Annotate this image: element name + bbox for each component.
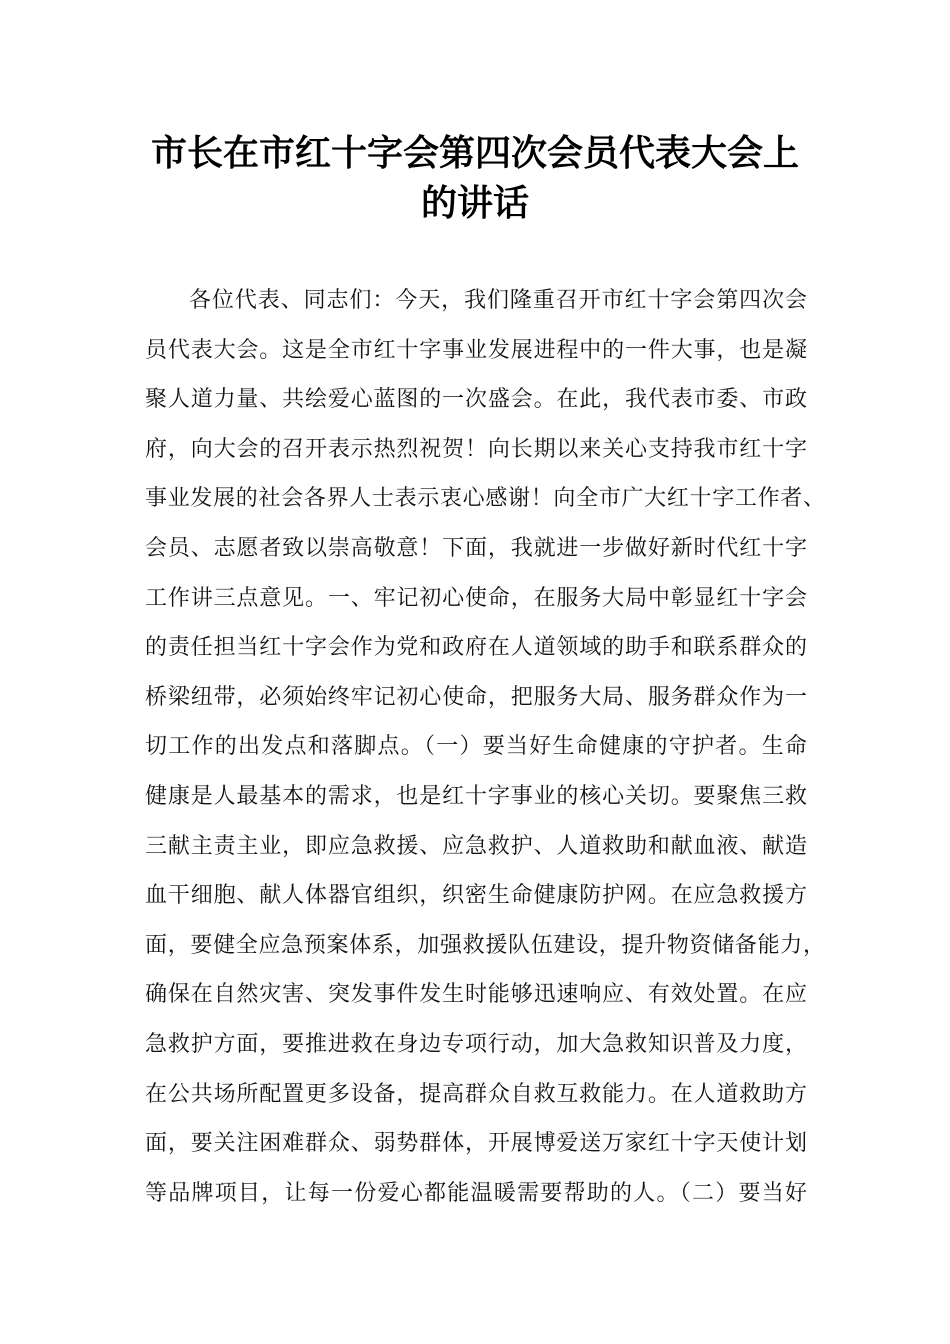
body-line: 员代表大会。这是全市红十字事业发展进程中的一件大事，也是凝 [145, 337, 807, 363]
body-line: 聚人道力量、共绘爱心蓝图的一次盛会。在此，我代表市委、市政 [145, 387, 807, 413]
document-title-line-1: 市长在市红十字会第四次会员代表大会上 [150, 133, 799, 174]
body-line: 等品牌项目，让每一份爱心都能温暖需要帮助的人。（二）要当好 [145, 1180, 807, 1206]
body-line: 三献主责主业，即应急救援、应急救护、人道救助和献血液、献造 [145, 833, 807, 859]
body-line: 面，要关注困难群众、弱势群体，开展博爱送万家红十字天使计划 [145, 1131, 807, 1157]
body-line: 各位代表、同志们：今天，我们隆重召开市红十字会第四次会 [189, 288, 807, 313]
body-line: 事业发展的社会各界人士表示衷心感谢！向全市广大红十字工作者、 [145, 486, 825, 512]
body-line: 会员、志愿者致以崇高敬意！下面，我就进一步做好新时代红十字 [145, 535, 807, 561]
document-title-line-2: 的讲话 [420, 183, 529, 224]
body-line: 健康是人最基本的需求，也是红十字事业的核心关切。要聚焦三救 [145, 783, 807, 809]
body-line: 急救护方面，要推进救在身边专项行动，加大急救知识普及力度， [145, 1031, 807, 1057]
body-line: 切工作的出发点和落脚点。（一）要当好生命健康的守护者。生命 [145, 734, 807, 760]
body-line: 血干细胞、献人体器官组织，织密生命健康防护网。在应急救援方 [145, 883, 807, 909]
body-line: 府，向大会的召开表示热烈祝贺！向长期以来关心支持我市红十字 [145, 436, 807, 462]
body-line: 确保在自然灾害、突发事件发生时能够迅速响应、有效处置。在应 [145, 982, 807, 1008]
body-line: 面，要健全应急预案体系，加强救援队伍建设，提升物资储备能力， [145, 932, 825, 958]
body-line: 的责任担当红十字会作为党和政府在人道领域的助手和联系群众的 [145, 635, 807, 661]
body-line: 桥梁纽带，必须始终牢记初心使命，把服务大局、服务群众作为一 [145, 684, 807, 710]
document-body [145, 276, 825, 1218]
body-line: 在公共场所配置更多设备，提高群众自救互救能力。在人道救助方 [145, 1081, 807, 1107]
body-line: 工作讲三点意见。一、牢记初心使命，在服务大局中彰显红十字会 [145, 585, 807, 611]
